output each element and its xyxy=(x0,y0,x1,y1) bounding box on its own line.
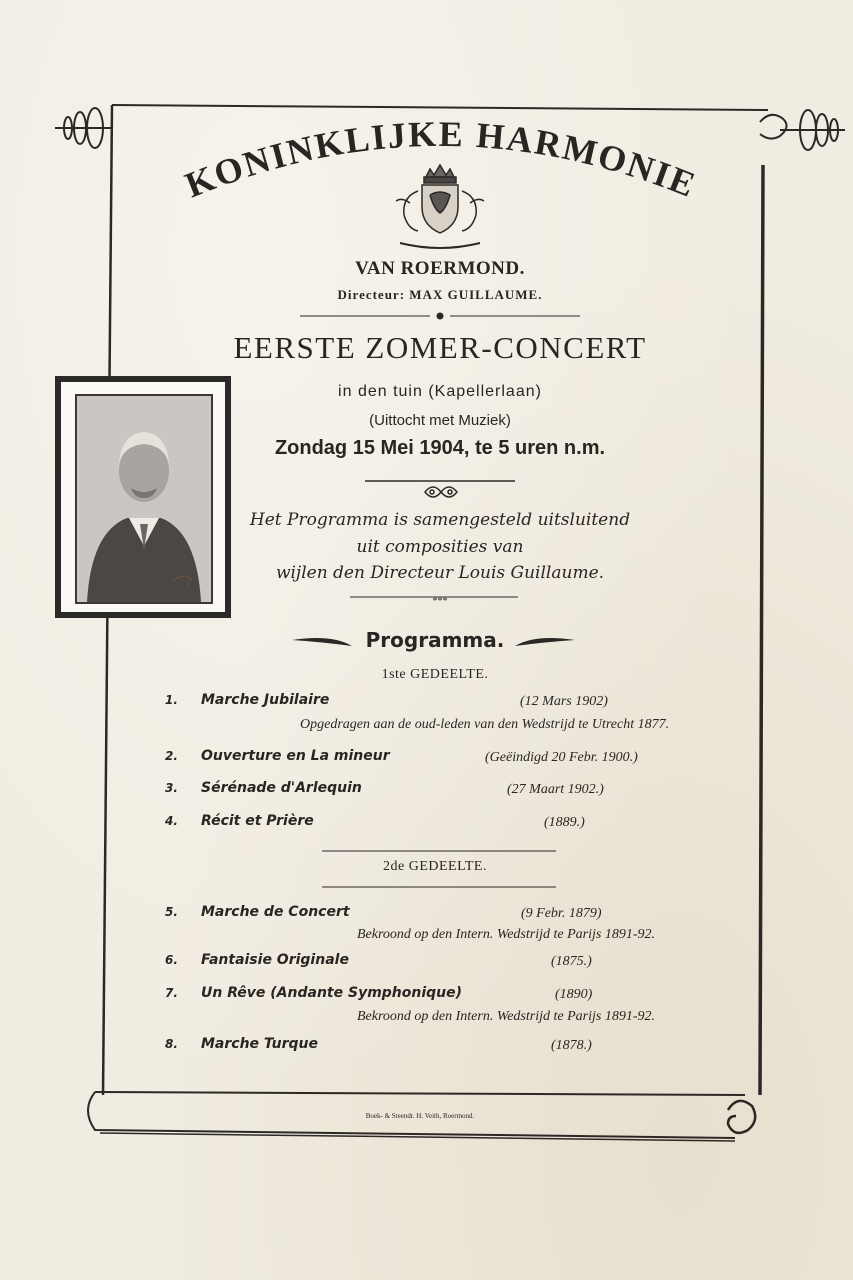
item-title: Marche de Concert xyxy=(201,904,350,920)
item-number: 3. xyxy=(165,781,178,795)
item-date: (12 Mars 1902) xyxy=(520,694,608,709)
director-name: MAX GUILLAUME. xyxy=(409,287,543,302)
printer-credit: Boek- & Steendr. H. Veith, Roermond. xyxy=(365,1112,475,1120)
item-date: (1875.) xyxy=(551,954,592,969)
director-label: Directeur: xyxy=(337,287,406,302)
item-title: Ouverture en La mineur xyxy=(201,748,390,764)
item-number: 8. xyxy=(165,1037,178,1051)
item-date: (1890) xyxy=(555,987,593,1002)
intro-line-2: uit composities van xyxy=(356,537,524,557)
concert-note: (Uittocht met Muziek) xyxy=(369,412,511,429)
item-dedication: Bekroond op den Intern. Wedstrijd te Parijs 1891-92. xyxy=(357,1009,655,1024)
item-title: Marche Turque xyxy=(201,1036,319,1052)
main-title: KONINKLIJKE HARMONIE xyxy=(179,113,703,206)
item-number: 5. xyxy=(165,905,178,919)
concert-location: in den tuin (Kapellerlaan) xyxy=(338,383,542,400)
director-line xyxy=(240,287,640,303)
part-2-heading: 2de GEDEELTE. xyxy=(383,859,487,874)
part-1-heading: 1ste GEDEELTE. xyxy=(381,667,489,682)
item-title: Un Rêve (Andante Symphonique) xyxy=(201,985,463,1001)
item-date: (Geëindigd 20 Febr. 1900.) xyxy=(485,750,638,765)
concert-title: EERSTE ZOMER-CONCERT xyxy=(233,330,647,365)
portrait-frame xyxy=(55,376,231,618)
item-title: Récit et Prière xyxy=(201,813,314,829)
director-separator xyxy=(300,313,580,319)
item-dedication: Opgedragen aan de oud-leden van den Wedstrijd te Utrecht 1877. xyxy=(300,717,670,732)
item-number: 2. xyxy=(165,749,178,763)
item-date: (1889.) xyxy=(544,815,585,830)
intro-line-3: wijlen den Directeur Louis Guillaume. xyxy=(275,563,605,583)
item-number: 4. xyxy=(165,814,178,828)
portrait-figure-illustration xyxy=(77,396,211,602)
item-date: (27 Maart 1902.) xyxy=(507,782,604,797)
item-number: 6. xyxy=(165,953,178,967)
date-ornament xyxy=(365,481,515,497)
item-date: (9 Febr. 1879) xyxy=(521,906,602,921)
item-title: Fantaisie Originale xyxy=(201,952,349,968)
item-number: 1. xyxy=(165,693,178,707)
item-number: 7. xyxy=(165,986,178,1000)
item-title: Marche Jubilaire xyxy=(201,692,330,708)
item-title: Sérénade d'Arlequin xyxy=(201,780,362,796)
intro-stars: *** xyxy=(432,596,448,607)
programme-heading: Programma. xyxy=(365,628,505,652)
top-left-scroll-ornament xyxy=(55,108,112,148)
concert-datetime: Zondag 15 Mei 1904, te 5 uren n.m. xyxy=(274,437,606,459)
intro-line-1: Het Programma is samengesteld uitsluitend xyxy=(249,510,631,530)
city-subtitle: VAN ROERMOND. xyxy=(355,258,525,279)
item-date: (1878.) xyxy=(551,1038,592,1053)
item-dedication: Bekroond op den Intern. Wedstrijd te Parijs 1891-92. xyxy=(357,927,655,942)
portrait-photo xyxy=(75,394,213,604)
coat-of-arms-emblem xyxy=(396,165,484,248)
top-right-scroll-ornament xyxy=(760,110,845,150)
